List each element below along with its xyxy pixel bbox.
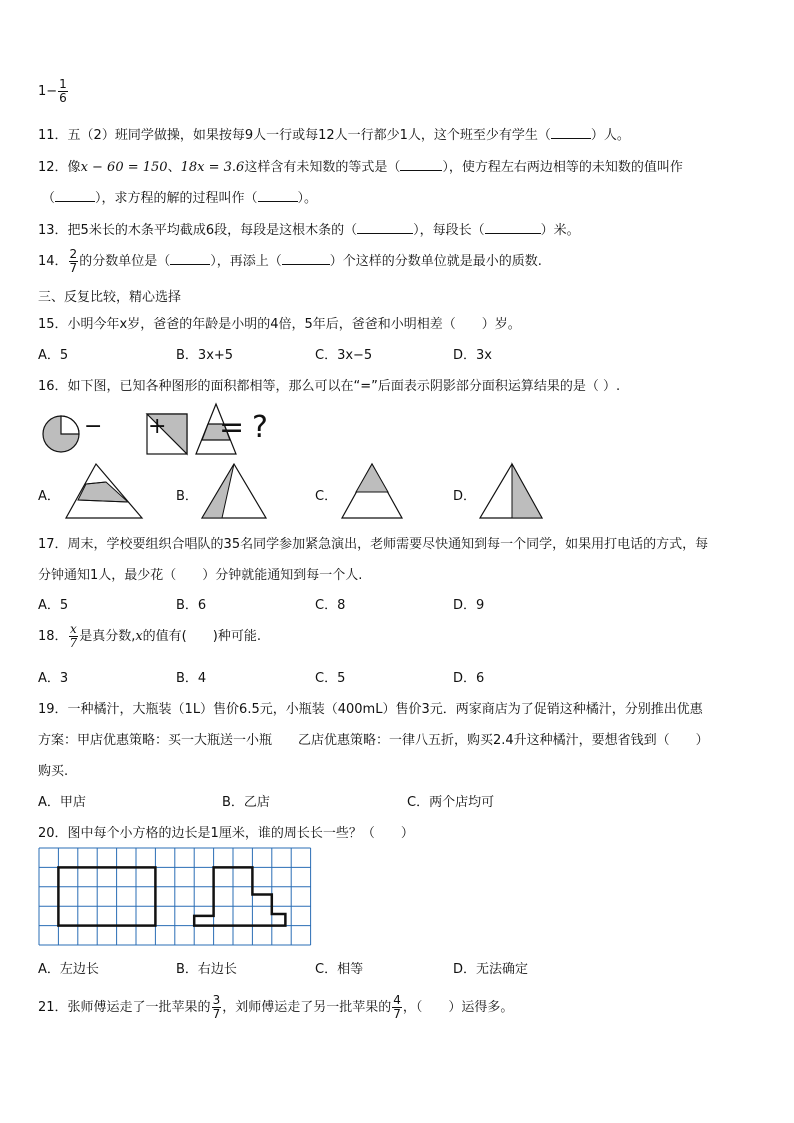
question-text: ），求方程的解的过程叫作（ — [95, 191, 258, 206]
question-text: 的值有( )种可能. — [142, 629, 261, 644]
option-d[interactable]: D．6 — [453, 671, 485, 686]
option-c[interactable]: C．3x−5 — [315, 348, 373, 363]
question-text: 张师傅运走了一批苹果的 — [67, 1000, 211, 1015]
question-text: 是真分数, — [79, 629, 136, 644]
answer-blank[interactable] — [258, 201, 298, 202]
option-c[interactable]: C． — [315, 489, 338, 504]
fraction-denominator: 6 — [59, 91, 67, 105]
option-c[interactable]: C．相等 — [315, 962, 364, 977]
option-a[interactable]: A．甲店 — [38, 795, 86, 810]
question-number: 16． — [38, 379, 68, 394]
option-a[interactable]: A．3 — [38, 671, 69, 686]
fraction-numerator: x — [69, 622, 77, 636]
question-text: 周末，学校要组织合唱队的35名同学参加紧急演出，老师需要尽快通知到每一个同学，如果用打电话的方式，每 — [67, 537, 709, 552]
question-text: 五（2）班同学做操，如果按每9人一行或每12人一行都少1人，这个班至少有学生（ — [67, 128, 551, 143]
fraction-numerator: 3 — [212, 993, 221, 1007]
option-c[interactable]: C．两个店均可 — [407, 795, 495, 810]
question-19 — [38, 698, 703, 717]
question-text: 一种橘汁，大瓶装（1L）售价6.5元，小瓶装（400mL）售价3元．两家商店为了促销这种橘汁，分别推出优惠 — [67, 702, 703, 717]
option-a[interactable]: A．左边长 — [38, 962, 99, 977]
answer-blank[interactable] — [400, 170, 442, 171]
fraction-denominator: 7 — [69, 261, 78, 275]
question-number: 19． — [38, 702, 68, 717]
fraction-numerator: 4 — [393, 993, 401, 1007]
question-text: 图中每个小方格的边长是1厘米，谁的周长长一些？（ ） — [67, 826, 414, 841]
question-text: 把5米长的木条平均截成6段，每段是这根木条的（ — [67, 223, 358, 238]
option-b[interactable]: B．3x+5 — [176, 348, 234, 363]
question-text: 这样含有未知数的等式是（ — [244, 160, 401, 175]
fraction-3-7 — [212, 994, 222, 1021]
option-b[interactable]: B．乙店 — [222, 795, 270, 810]
option-b[interactable]: B．右边长 — [176, 962, 237, 977]
option-c[interactable]: C．8 — [315, 598, 346, 613]
option-c-triangle[interactable] — [342, 462, 404, 520]
option-a[interactable]: A． — [38, 489, 60, 504]
top-fraction-lead: 1− — [38, 84, 58, 99]
option-b-triangle[interactable] — [202, 462, 268, 520]
answer-blank[interactable] — [170, 264, 210, 265]
question-12 — [38, 156, 683, 175]
option-a[interactable]: A．5 — [38, 598, 69, 613]
fraction-numerator: 2 — [69, 247, 78, 261]
circle-unshaded-quarter — [61, 416, 79, 434]
question-text: ）。 — [297, 191, 318, 206]
question-19-line2: 方案：甲店优惠策略：买一大瓶送一小瓶 乙店优惠策略：一律八五折，购买2.4升这种橘汁，要想省钱到（ ） — [38, 733, 709, 748]
question-mark: ? — [252, 410, 268, 445]
question-17-line2: 分钟通知1人，最少花（ ）分钟就能通知到每一个人. — [38, 568, 363, 583]
question-text: ，刘师傅运走了另一批苹果的 — [222, 1000, 392, 1015]
option-d[interactable]: D．3x — [453, 348, 492, 363]
question-11 — [38, 124, 630, 143]
question-18 — [38, 623, 261, 650]
fraction-4-7 — [392, 994, 402, 1021]
variable-x: x — [135, 629, 143, 644]
question-text: 小明今年x岁，爸爸的年龄是小明的4倍，5年后，爸爸和小明相差（ ）岁。 — [67, 317, 521, 332]
option-d[interactable]: D．9 — [453, 598, 485, 613]
equation-1: x − 60 = 150 — [80, 160, 168, 175]
question-number: 13． — [38, 223, 68, 238]
option-b[interactable]: B．4 — [176, 671, 207, 686]
question-text: ），每段长（ — [413, 223, 485, 238]
question-14 — [38, 248, 542, 275]
question-number: 18． — [38, 629, 68, 644]
fraction-denominator: 7 — [69, 636, 78, 650]
perimeter-grid-figure — [39, 848, 311, 945]
option-a-triangle[interactable] — [66, 462, 146, 520]
answer-blank[interactable] — [357, 233, 413, 234]
question-number: 14． — [38, 254, 68, 269]
option-a[interactable]: A．5 — [38, 348, 69, 363]
question-12-line2 — [42, 187, 317, 206]
section-heading: 三、反复比较，精心选择 — [38, 290, 182, 305]
top-fraction — [58, 78, 68, 105]
question-text: 的分数单位是（ — [79, 254, 171, 269]
option-c[interactable]: C．5 — [315, 671, 346, 686]
question-15 — [38, 313, 521, 332]
question-text: （ — [42, 191, 56, 206]
top-fraction-expression — [38, 78, 69, 105]
question-text: 如下图，已知各种图形的面积都相等，那么可以在“=”后面表示阴影部分面积运算结果的是（ ）. — [67, 379, 621, 394]
option-b[interactable]: B．6 — [176, 598, 207, 613]
separator: 、 — [167, 160, 181, 175]
question-20 — [38, 822, 414, 841]
question-text: ），使方程左右两边相等的未知数的值叫作 — [442, 160, 683, 175]
fraction-2-7 — [69, 248, 79, 275]
answer-blank[interactable] — [55, 201, 95, 202]
question-number: 15． — [38, 317, 68, 332]
fraction-x-7 — [69, 623, 79, 650]
question-text: ）个这样的分数单位就是最小的质数. — [329, 254, 542, 269]
question-text: 像 — [67, 160, 81, 175]
question-number: 17． — [38, 537, 68, 552]
question-text: ）米。 — [540, 223, 580, 238]
question-17 — [38, 533, 708, 552]
option-d[interactable]: D．无法确定 — [453, 962, 529, 977]
answer-blank[interactable] — [551, 138, 591, 139]
minus-sign: − — [84, 414, 103, 439]
option-d[interactable]: D． — [453, 489, 477, 504]
question-number: 11． — [38, 128, 68, 143]
left-shape — [58, 867, 155, 925]
fraction-denominator: 7 — [212, 1007, 221, 1021]
fraction-denominator: 7 — [393, 1007, 401, 1021]
fraction-numerator: 1 — [59, 77, 67, 91]
option-b[interactable]: B． — [176, 489, 198, 504]
equation-2: 18x = 3.6 — [180, 160, 245, 175]
option-d-triangle[interactable] — [480, 462, 544, 520]
plus-sign: + — [148, 414, 167, 439]
question-number: 12． — [38, 160, 68, 175]
question-text: ）人。 — [590, 128, 630, 143]
question-number: 21． — [38, 1000, 68, 1015]
equals-sign: = — [219, 410, 245, 445]
question-16 — [38, 375, 620, 394]
question-13 — [38, 219, 580, 238]
question-text: ，（ ）运得多。 — [402, 1000, 514, 1015]
question-text: ），再添上（ — [210, 254, 282, 269]
question-21 — [38, 994, 513, 1021]
question-number: 20． — [38, 826, 68, 841]
answer-blank[interactable] — [485, 233, 541, 234]
answer-blank[interactable] — [282, 264, 330, 265]
question-19-line3: 购买. — [38, 764, 69, 779]
